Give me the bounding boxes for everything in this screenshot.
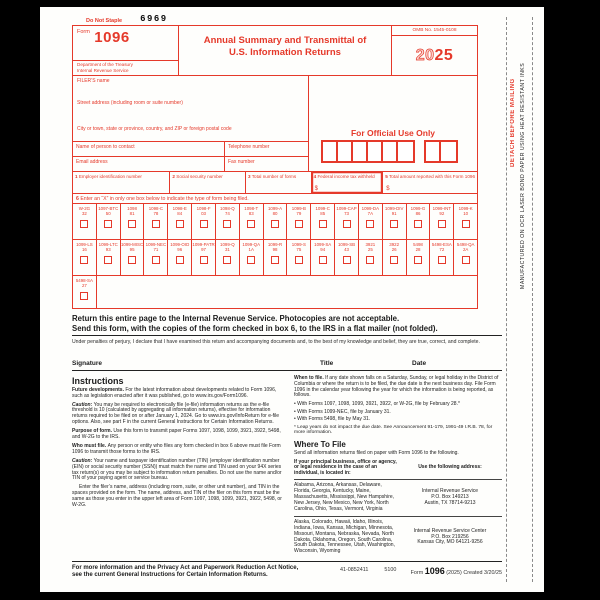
- street-address-field[interactable]: [73, 98, 308, 124]
- form-type-code: 10: [463, 210, 469, 216]
- form-type-checkbox-1099-g[interactable]: [414, 220, 422, 228]
- form-type-code: 26: [391, 246, 397, 252]
- perforation-line-left: [506, 17, 507, 582]
- omb-number: OMB No. 1545-0108: [392, 26, 477, 36]
- form-type-checkbox-1099-k[interactable]: [462, 220, 470, 228]
- form-type-checkbox-1099-div[interactable]: [390, 220, 398, 228]
- form-type-code: 43: [344, 246, 349, 252]
- when-to-file-text: If any date shown falls on a Saturday, Sunday, or legal holiday in the District of Columbia or where the return is to be filed, the due date is the next business day. File Form 1096 in the calendar year following the year for which the information is being reported, as follows.: [294, 374, 499, 399]
- instructions-left-column: [72, 376, 282, 559]
- official-use-cell: [353, 142, 368, 161]
- form-type-cell: [287, 204, 311, 239]
- city-label: City or town, state or province, country, and ZIP or foreign postal code: [77, 126, 232, 132]
- where-to-file-table: [294, 460, 502, 559]
- official-use-cell: [338, 142, 353, 161]
- form-type-cell: [383, 204, 407, 239]
- form-1096-red-box: [72, 25, 478, 309]
- box6-label: [76, 196, 474, 202]
- form-type-code: 92: [439, 210, 445, 216]
- where-to-file-row: [294, 480, 502, 517]
- form-type-checkbox-5498-qa[interactable]: [462, 256, 470, 264]
- form-content: [72, 13, 502, 580]
- official-use-box-group-1: [321, 140, 415, 163]
- official-use-box-group-2: [424, 140, 458, 163]
- filing-address: [398, 489, 502, 507]
- form-type-name: 1098: [127, 205, 137, 211]
- where-to-file-rows: [294, 480, 502, 558]
- email-label: Email address: [76, 158, 108, 165]
- contact-row-2: [73, 156, 308, 171]
- form-type-cell: [311, 240, 335, 275]
- form-type-cell: [192, 240, 216, 275]
- box2-label: [172, 174, 243, 180]
- form-type-name: 1099-OID: [170, 241, 190, 247]
- form-type-cell: [97, 204, 121, 239]
- box6-text: Enter an “X” in only one box below to indicate the type of form being filed.: [80, 196, 249, 202]
- form-type-checkbox-1099-s[interactable]: [295, 256, 303, 264]
- when-to-file-paragraph: [294, 376, 502, 400]
- form-type-name: 1099-PATR: [192, 241, 215, 247]
- form-type-code: 72: [439, 246, 445, 252]
- form-type-name: 3921: [365, 241, 376, 247]
- form-type-name: 1099-LTC: [98, 241, 118, 247]
- footer-notice: [72, 565, 324, 580]
- instruction-paragraph: Caution: Your name and taxpayer identification number (TIN) (employer identification number (EIN) or social security number (SSN)) must match the name and TIN used on your 94X series tax return(s) or you may be subject to information return penalties. Do not use the name and/or TIN of your paying agent or service bureau.: [72, 457, 282, 482]
- form-type-name: 5498-QA: [456, 241, 475, 247]
- filing-address: [398, 529, 502, 547]
- form-type-checkbox-1099-oid[interactable]: [176, 256, 184, 264]
- form-type-cell: [240, 240, 264, 275]
- form-type-checkbox-w-2g[interactable]: [80, 220, 88, 228]
- divider: [72, 335, 502, 336]
- form-type-code: 98: [272, 246, 278, 252]
- form-type-checkbox-1098-e[interactable]: [176, 220, 184, 228]
- form-type-name: 1099-S: [291, 241, 306, 247]
- street-address-label: Street address (including room or suite number): [77, 100, 183, 106]
- form-type-code: 2A: [462, 246, 469, 252]
- form-type-checkbox-1099-nec[interactable]: [152, 256, 160, 264]
- form-type-code: 50: [105, 210, 111, 216]
- ssn-field[interactable]: [170, 172, 246, 193]
- address-column-header: Use the following address:: [418, 464, 482, 471]
- official-use-section: [309, 76, 477, 171]
- form-type-code: 16: [81, 246, 87, 252]
- form-type-checkbox-1099-sb[interactable]: [343, 256, 351, 264]
- form-type-name: 1099-SB: [337, 241, 356, 247]
- form-type-code: 31: [224, 246, 230, 252]
- footer-form-suffix: (2025) Created 3/20/25: [446, 569, 502, 576]
- instruction-paragraph: Future developments. For the latest information about developments related to Form 1096, such as legislation enacted after it was published, go to www.irs.gov/Form1096.: [72, 386, 277, 399]
- form-type-code: 79: [296, 210, 302, 216]
- ein-field[interactable]: [73, 172, 170, 193]
- box3-number: 3: [247, 173, 251, 179]
- form-number: 1096: [94, 29, 130, 46]
- box1-number: 1: [75, 173, 78, 179]
- form-title: [179, 26, 391, 75]
- instruction-paragraph: Purpose of form. Use this form to transmit paper Forms 1097, 1098, 1099, 3921, 3922, 5498, and W-2G to the IRS.: [72, 428, 281, 441]
- official-use-cell: [323, 142, 338, 161]
- filer-fields: [73, 76, 309, 171]
- where-to-file-table-header: [294, 460, 502, 481]
- official-use-label: For Official Use Only: [350, 128, 436, 138]
- form-type-code: 96: [177, 246, 183, 252]
- form-type-code: 73: [344, 210, 349, 216]
- email-field[interactable]: [73, 157, 225, 171]
- paragraph-lead: Caution:: [72, 457, 94, 464]
- form-type-code: 25: [367, 246, 373, 252]
- form-type-cell: [192, 204, 216, 239]
- bullet-item: • With Forms 5498, file by May 31.: [294, 416, 371, 423]
- form-title-line-1: Annual Summary and Transmittal of: [203, 35, 367, 46]
- do-not-staple-label: Do Not Staple: [86, 18, 123, 24]
- department-line-1: Department of the Treasury: [77, 62, 133, 68]
- return-notice: [72, 314, 502, 333]
- box3-label: [248, 174, 309, 180]
- department-line-2: Internal Revenue Service: [77, 67, 129, 73]
- perforation-line-right: [532, 17, 533, 582]
- form-type-code: 1A: [248, 246, 254, 252]
- official-use-cell: [441, 142, 456, 161]
- form-type-name: 1099-G: [410, 205, 426, 211]
- form-type-cell: [383, 240, 407, 275]
- form-type-name: 1099-DA: [361, 205, 380, 211]
- form-type-code: 71: [153, 246, 159, 252]
- year-decade: 25: [434, 46, 454, 64]
- form-type-code: 81: [129, 210, 135, 216]
- form-type-name: 1099-DIV: [384, 205, 404, 211]
- signature-row: [72, 360, 502, 371]
- where-to-file-heading: Where To File: [294, 440, 346, 450]
- instruction-paragraph: Caution: You may be required to electronically file (e-file) information returns as the e-file threshold is 10 (calculated by aggregating all information returns), effective for information returns required to be filed on or after January 1, 2024. Go to www.irs.gov/InfoReturn for e-file options. Also, see part F in the current General Instructions for Certain Information Returns.: [72, 401, 280, 426]
- form-type-grid-row-1: [73, 203, 477, 239]
- form-type-cell: [407, 240, 431, 275]
- box1-text: Employer identification number: [78, 173, 142, 179]
- form-type-code: 86: [415, 210, 421, 216]
- omb-year-cell: [391, 26, 477, 75]
- top-margin-row: [72, 13, 502, 24]
- form-type-checkbox-1099-da[interactable]: [366, 220, 374, 228]
- box4-number: 4: [313, 173, 317, 179]
- title-label[interactable]: Title: [320, 359, 334, 367]
- official-use-cell: [368, 142, 383, 161]
- department-block: [73, 60, 178, 75]
- form-type-checkbox-1097-btc[interactable]: [104, 220, 112, 228]
- form-type-cell: [144, 204, 168, 239]
- states-list: Alabama, Arizona, Arkansas, Delaware, Florida, Georgia, Kentucky, Maine, Massachusetts, Mississippi, New Hampshire, New Jersey, New Mexico, New York, North Carolina, Ohio, Texas, Vermont, Virginia: [294, 482, 395, 512]
- box2-number: 2: [172, 173, 175, 179]
- form-type-code: 84: [177, 210, 183, 216]
- box5-number: 5: [385, 173, 388, 179]
- when-to-file-lead: When to file.: [294, 374, 324, 381]
- form-type-cell: [454, 240, 477, 275]
- form-type-code: 03: [201, 210, 206, 216]
- box6-instruction: [73, 194, 477, 203]
- form-type-checkbox-1099-cap[interactable]: [343, 220, 351, 228]
- form-type-name: W-2G: [78, 205, 91, 211]
- instructions-right-column: [294, 376, 502, 559]
- address-line: P.O. Box 219256: [431, 533, 469, 540]
- form-type-name: 1099-MISC: [120, 241, 144, 247]
- address-line: Austin, TX 78714-9213: [424, 499, 476, 506]
- instructions-section: [72, 376, 502, 559]
- filer-name-label: FILER’S name: [77, 78, 110, 84]
- box5-dollar-sign: $: [386, 186, 390, 192]
- form-type-code: 75: [296, 246, 302, 252]
- paragraph-lead: Who must file.: [72, 442, 108, 449]
- form-type-checkbox-1099-int[interactable]: [438, 220, 446, 228]
- fax-field[interactable]: [225, 157, 308, 171]
- instruction-paragraph: Who must file. Any person or entity who files any form checked in box 6 above must file Form 1096 to transmit those forms to the IRS.: [72, 442, 281, 455]
- telephone-label: Telephone number: [228, 143, 270, 150]
- leap-year-footnote: * Leap years do not impact the due date. See Announcement 91-179, 1991-49 I.R.B. 78, for more information.: [294, 424, 493, 436]
- form-type-checkbox-3921[interactable]: [366, 256, 374, 264]
- form-type-code: 83: [248, 210, 254, 216]
- paragraph-lead: Future developments.: [72, 386, 126, 393]
- form-type-code: 32: [81, 210, 87, 216]
- form-type-cell: [97, 240, 121, 275]
- form-type-cell: [121, 240, 145, 275]
- box1-label: [75, 174, 167, 180]
- address-line: Kansas City, MO 64121-9256: [417, 539, 483, 546]
- bullet-item: • With Forms 1097, 1098, 1099, 3921, 3922, or W-2G, file by February 28.*: [294, 401, 460, 408]
- form-type-code: 95: [129, 246, 135, 252]
- form-type-grid-row-3: [73, 275, 477, 308]
- paragraph-lead: Caution:: [72, 401, 94, 408]
- form-type-cell: [359, 204, 383, 239]
- perjury-statement: Under penalties of perjury, I declare that I have examined this return and accompanying documents and, to the best of my knowledge and belief, they are true, correct, and complete.: [72, 338, 480, 345]
- form-type-cell: [240, 204, 264, 239]
- where-to-file-row: [294, 517, 502, 558]
- return-notice-line-1: Return this entire page to the Internal Revenue Service. Photocopies are not acceptable.: [72, 314, 400, 323]
- form-title-line-2: U.S. Information Returns: [229, 46, 341, 58]
- telephone-field[interactable]: [225, 142, 308, 156]
- form-type-checkbox-1099-r[interactable]: [271, 256, 279, 264]
- address-line: Internal Revenue Service: [421, 488, 479, 495]
- filing-deadline-bullets: [294, 402, 502, 423]
- form-type-cell: [430, 240, 454, 275]
- box5-label: [385, 174, 475, 180]
- form-type-name: 1098-T: [244, 205, 259, 211]
- form-footer: [72, 561, 502, 579]
- form-type-name: 1099-NEC: [145, 241, 167, 247]
- form-type-cell: [168, 240, 192, 275]
- form-type-checkbox-5498[interactable]: [414, 256, 422, 264]
- form-type-name: 5498-ESA: [431, 241, 452, 247]
- footer-form-id: [411, 566, 502, 576]
- form-type-checkbox-1098[interactable]: [128, 220, 136, 228]
- form-type-code: 97: [201, 246, 206, 252]
- box6-number: 6: [76, 196, 79, 202]
- return-notice-line-2: Send this form, with the copies of the form checked in box 6, to the IRS in a flat mailer (not folded).: [72, 323, 438, 333]
- form-number-cell: [73, 26, 179, 75]
- form-type-name: 1098-Q: [220, 205, 235, 211]
- where-to-file-intro: Send all information returns filed on paper with Form 1096 to the following.: [294, 449, 459, 456]
- form-type-code: 78: [153, 210, 159, 216]
- year-century: 20: [415, 46, 435, 64]
- form-type-checkbox-1099-misc[interactable]: [128, 256, 136, 264]
- instructions-heading: Instructions: [72, 375, 124, 386]
- form-type-cell: [73, 240, 97, 275]
- contact-name-field[interactable]: [73, 142, 225, 156]
- form-type-name: 3922: [389, 241, 400, 247]
- paper-manufacture-label: MANUFACTURED ON OCR LASER BOND PAPER USING HEAT RESISTANT INKS: [520, 62, 526, 289]
- form-type-name: 1099-C: [315, 205, 330, 211]
- form-type-cell: [264, 204, 288, 239]
- box4-dollar-sign: $: [314, 186, 318, 192]
- box3-text: Total number of forms: [251, 173, 297, 179]
- states-column-header: If your principal business, office or agency, or legal residence in the case of an individual, is located in:: [294, 458, 397, 477]
- form-type-cell: [144, 240, 168, 275]
- address-line: Internal Revenue Service Center: [413, 527, 487, 534]
- box4-label: [314, 174, 381, 180]
- paragraph-lead: Purpose of form.: [72, 428, 114, 435]
- address-line: P.O. Box 149213: [431, 494, 469, 501]
- form-type-checkbox-1098-f[interactable]: [200, 220, 208, 228]
- total-amount-field[interactable]: [383, 172, 477, 193]
- form-type-checkbox-1099-a[interactable]: [271, 220, 279, 228]
- box2-text: Social security number: [176, 173, 223, 179]
- form-type-checkbox-1098-t[interactable]: [247, 220, 255, 228]
- official-use-cell: [398, 142, 413, 161]
- form-type-checkbox-5498-sa[interactable]: [80, 292, 88, 300]
- form-type-name: 1099-R: [267, 241, 283, 247]
- box5-text: Total amount reported with this Form 1096: [388, 173, 476, 179]
- contact-row-1: [73, 141, 308, 156]
- form-type-code: 80: [272, 210, 278, 216]
- form-type-cell: [216, 204, 240, 239]
- scanned-form-page: [40, 7, 544, 592]
- official-use-boxes: [321, 140, 458, 163]
- form-type-name: 5498: [413, 241, 423, 247]
- city-field[interactable]: [73, 124, 308, 141]
- instructions-paragraphs: [72, 388, 282, 509]
- form-type-code: 85: [320, 210, 326, 216]
- footer-notice-line-1: For more information and the Privacy Act and Paperwork Reduction Act Notice,: [72, 564, 299, 571]
- form-type-cell: [216, 240, 240, 275]
- bullet-item: • With Forms 1099-NEC, file by January 31.: [294, 408, 391, 415]
- form-type-code: 28: [415, 246, 421, 252]
- footer-form-number: 1096: [424, 565, 445, 576]
- filer-section: [73, 76, 477, 172]
- form-type-name: 1099-Q: [220, 241, 235, 247]
- form-type-name: 1099-QA: [242, 241, 260, 247]
- form-type-name: 1098-F: [196, 205, 211, 211]
- form-type-checkbox-1099-sa[interactable]: [319, 256, 327, 264]
- form-type-checkbox-1099-patr[interactable]: [200, 256, 208, 264]
- form-type-cell: [287, 240, 311, 275]
- form-type-cell: [168, 204, 192, 239]
- form-type-name: 1099-CAP: [336, 205, 357, 211]
- form-type-cell: [73, 204, 97, 239]
- form-type-cell: [121, 204, 145, 239]
- box4-text: Federal income tax withheld: [317, 173, 375, 179]
- form-type-cell: [407, 204, 431, 239]
- form-type-code: 7A: [367, 210, 374, 216]
- form-type-name: 1098-E: [172, 205, 187, 211]
- form-type-checkbox-3922[interactable]: [390, 256, 398, 264]
- fax-label: Fax number: [228, 158, 255, 165]
- form-type-checkbox-1098-c[interactable]: [152, 220, 160, 228]
- date-label[interactable]: Date: [412, 359, 427, 367]
- ocr-form-code: 6969: [140, 14, 168, 24]
- filer-name-field[interactable]: [73, 76, 308, 98]
- numbered-boxes-row: [73, 172, 477, 194]
- form-type-checkbox-1099-qa[interactable]: [247, 256, 255, 264]
- form-type-checkbox-1099-ls[interactable]: [80, 256, 88, 264]
- form-number-block: [73, 26, 178, 60]
- form-type-grid-row-2: [73, 239, 477, 275]
- form-type-code: 91: [391, 210, 397, 216]
- form-type-checkbox-1099-c[interactable]: [319, 220, 327, 228]
- form-type-code: 27: [81, 282, 87, 288]
- tax-year: [392, 36, 477, 75]
- form-type-code: 94: [320, 246, 326, 252]
- form-type-name: 1099-A: [267, 205, 283, 211]
- form-type-code: 74: [224, 210, 230, 216]
- form-type-code: 93: [105, 246, 111, 252]
- form-type-name: 1099-LS: [76, 241, 93, 247]
- detach-before-mailing-label: DETACH BEFORE MAILING: [510, 78, 516, 167]
- form-type-name: 1099-B: [291, 205, 306, 211]
- form-type-name: 1097-BTC: [98, 205, 119, 211]
- form-type-cell: [335, 240, 359, 275]
- official-use-cell: [383, 142, 398, 161]
- form-type-checkbox-5498-esa[interactable]: [438, 256, 446, 264]
- tax-withheld-field[interactable]: [312, 172, 384, 193]
- form-type-cell: [311, 204, 335, 239]
- form-type-checkbox-1098-q[interactable]: [223, 220, 231, 228]
- footer-code-1: 41-0852411: [340, 566, 369, 573]
- form-type-checkbox-1099-q[interactable]: [223, 256, 231, 264]
- form-type-cell: [430, 204, 454, 239]
- total-forms-field[interactable]: [246, 172, 312, 193]
- form-word: Form: [77, 29, 90, 35]
- footer-notice-line-2: see the current General Instructions for Certain Information Returns.: [72, 572, 268, 579]
- instruction-paragraph: Enter the filer’s name, address (including room, suite, or other unit number), and TIN in the spaces provided on the form. The name, address, and TIN of the filer on this form must be the same as those you enter in the upper left area of Form 1097, 1098, 1099, 3921, 3922, 5498, or W-2G.: [72, 484, 282, 509]
- form-type-cell: [73, 276, 97, 308]
- form-type-checkbox-1099-ltc[interactable]: [104, 256, 112, 264]
- form-type-cell: [454, 204, 477, 239]
- official-use-cell: [426, 142, 441, 161]
- form-type-name: 1098-C: [148, 205, 164, 211]
- form-type-name: 1099-INT: [432, 205, 451, 211]
- footer-form-word: Form: [410, 569, 424, 576]
- states-list: Alaska, Colorado, Hawaii, Idaho, Illinois, Indiana, Iowa, Kansas, Michigan, Minnesota, Missouri, Montana, Nebraska, Nevada, North Dakota, Oklahoma, Oregon, South Carolina, South Dakota, Tennessee, Utah, Washington, Wisconsin, Wyoming: [294, 518, 395, 555]
- form-type-name: 1099-SA: [314, 241, 332, 247]
- form-type-cell: [264, 240, 288, 275]
- signature-label[interactable]: Signature: [72, 359, 102, 367]
- contact-name-label: Name of person to contact: [76, 143, 135, 150]
- form-type-cell: [359, 240, 383, 275]
- form-type-name: 1099-K: [458, 205, 473, 211]
- footer-code-2: 5100: [384, 566, 397, 573]
- form-type-cell: [335, 204, 359, 239]
- form-type-name: 5498-SA: [75, 277, 93, 283]
- form-header: [73, 26, 477, 76]
- form-type-checkbox-1099-b[interactable]: [295, 220, 303, 228]
